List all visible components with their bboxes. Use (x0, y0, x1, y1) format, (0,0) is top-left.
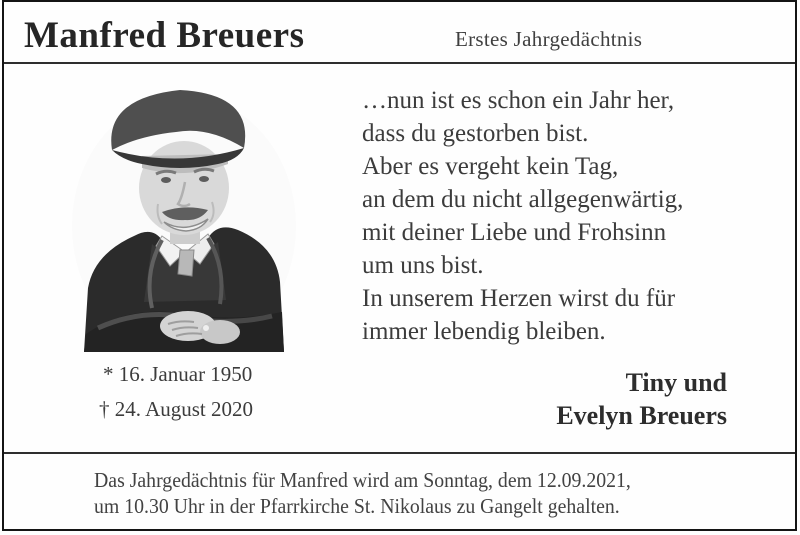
poem-line: um uns bist. (362, 252, 484, 279)
poem-line: …nun ist es schon ein Jahr her, (362, 87, 675, 114)
portrait-illustration (68, 76, 300, 352)
birth-date: * 16. Januar 1950 (103, 362, 253, 386)
occasion-label: Erstes Jahrgedächtnis (455, 27, 643, 51)
mourners-names (556, 366, 727, 432)
footer-divider (4, 452, 795, 454)
poem-line: In unserem Herzen wirst du für (362, 285, 676, 312)
poem-line: mit deiner Liebe und Frohsinn (362, 219, 667, 246)
poem-line: Aber es vergeht kein Tag, (362, 153, 619, 180)
mourners-line-1: Tiny und (625, 368, 727, 397)
header-divider (4, 62, 795, 64)
portrait-photo (68, 76, 300, 352)
announcement-line-2: um 10.30 Uhr in der Pfarrkirche St. Nikolaus zu Gangelt gehalten. (94, 493, 620, 518)
announcement-line-1: Das Jahrgedächtnis für Manfred wird am Sonntag, dem 12.09.2021, (94, 468, 631, 492)
deceased-name: Manfred Breuers (24, 15, 305, 56)
poem-line: immer lebendig bleiben. (362, 318, 606, 345)
poem-line: dass du gestorben bist. (362, 120, 589, 147)
service-announcement (94, 468, 631, 519)
death-date: † 24. August 2020 (99, 397, 254, 421)
poem-line: an dem du nicht allgegenwärtig, (362, 186, 684, 213)
memorial-poem (362, 84, 683, 348)
mourners-line-2: Evelyn Breuers (556, 401, 727, 430)
